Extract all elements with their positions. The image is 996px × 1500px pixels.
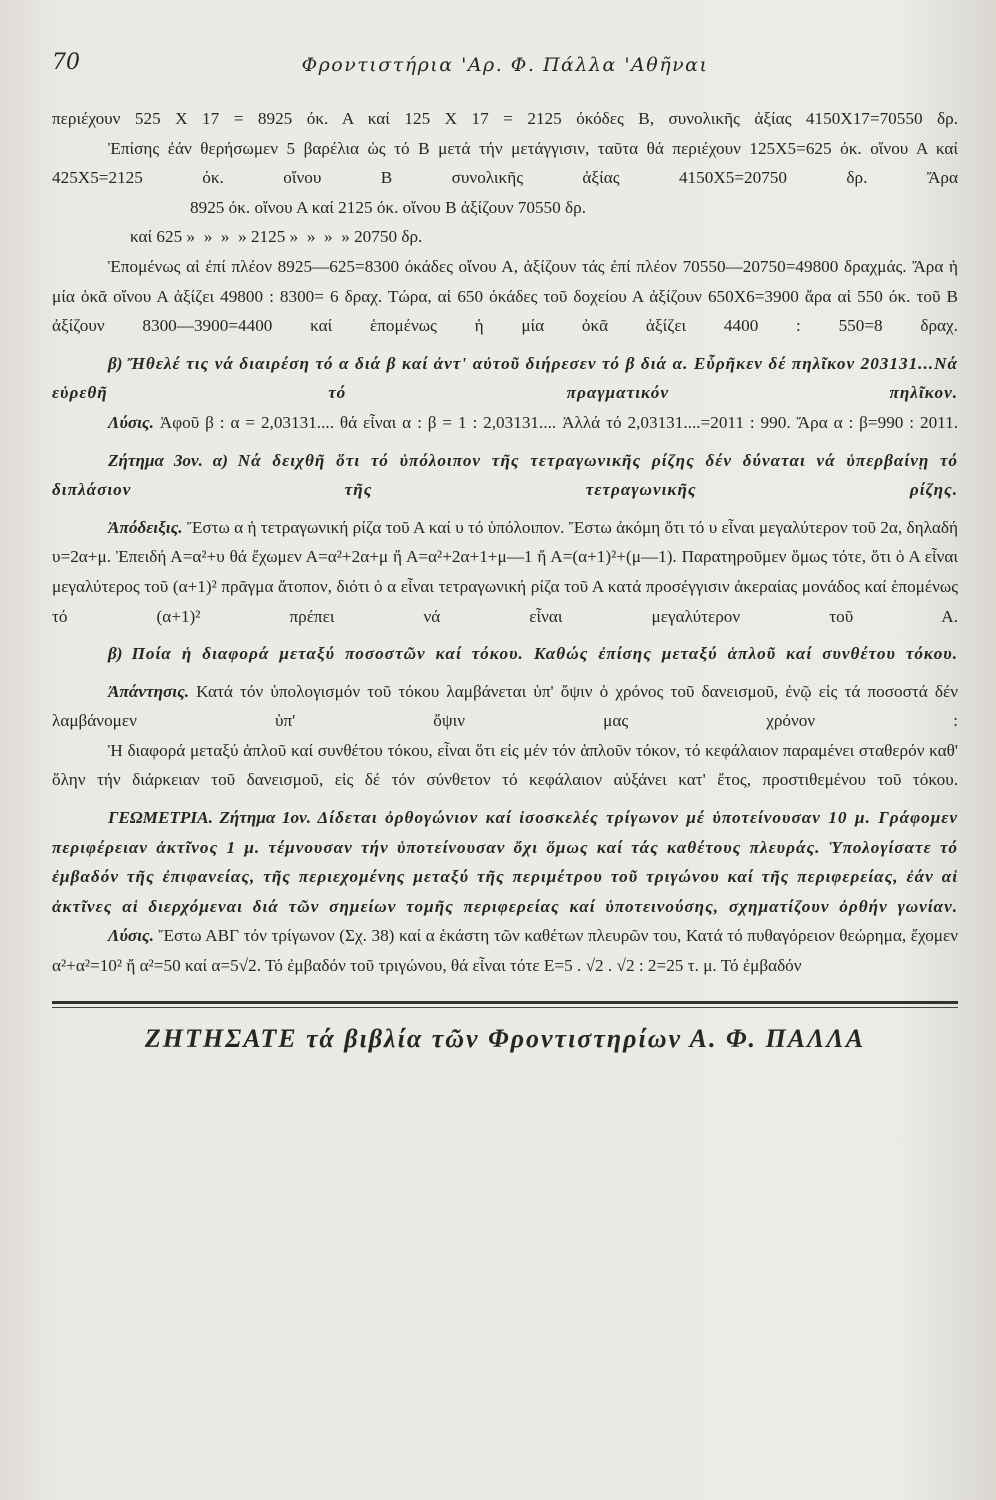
problem-label: β): [108, 644, 123, 664]
answer-label: Ἀπάντησις.: [108, 681, 190, 701]
problem-label: Ζήτημα 3ον. α): [108, 450, 228, 470]
problem-label: β): [108, 353, 123, 373]
problem-statement: [52, 349, 958, 408]
problem-text: Ποία ἡ διαφορά μεταξύ ποσοστῶν καί τόκου. Καθώς ἐπίσης μεταξύ ἁπλοῦ καί συνθέτου τόκου.: [131, 644, 958, 664]
answer: [52, 677, 958, 736]
problem-statement: [52, 639, 958, 669]
solution-label: Λύσις.: [108, 926, 154, 946]
problem-text: Ἤθελέ τις νά διαιρέση τό α διά β καί ἀντ' αὐτοῦ διήρεσεν τό β διά α. Εὗρῆκεν δέ πηλῖκον 203131...Νά εὑρεθῆ τό πραγματικόν πηλῖκον.: [52, 353, 958, 403]
problem-text: Δίδεται ὀρθογώνιον καί ἰσοσκελές τρίγωνον μέ ὑποτείνουσαν 10 μ. Γράφομεν περιφέρειαν ἀκτῖνος 1 μ. τέμνουσαν τήν ὑποτείνουσαν ὄχι ὅμως καί τάς καθέτους πλευράς. Ὑπολογίσατε τό ἐμβαδόν τῆς ἐπιφανείας, τῆς περιεχομένης μεταξύ τῆς περιμέτρου τοῦ τριγώνου καί τῆς περιφερείας, ἐάν αἱ ἀκτῖνες αἱ διερχόμεναι διά τῶν σημείων τομῆς περιφερείας καί ὑποτεινούσης, σχηματίζουν ὀρθήν γωνίαν.: [52, 808, 958, 916]
paragraph: περιέχουν 525 X 17 = 8925 όκ. Α καί 125 X 17 = 2125 όκόδες Β, συνολικῆς ἀξίας 4150X17=70550 δρ.: [52, 109, 958, 128]
calc-row: καί 625 » » » » 2125 » » » » 20750 δρ.: [130, 227, 423, 247]
proof-text: Ἔστω α ἡ τετραγωνική ρίζα τοῦ Α καί υ τό ὑπόλοιπον. Ἔστω ἀκόμη ὅτι τό υ εἶναι μεγαλύτερον τοῦ 2α, δηλαδή υ=2α+μ. Ἐπειδή Α=α²+υ θά ἔχωμεν Α=α²+2α+μ ἤ Α=α²+2α+1+μ—1 ἤ Α=(α+1)²+(μ—1). Παρατηροῦμεν ὅμως τότε, ὅτι ὁ Α εἶναι μεγαλύτερος τοῦ (α+1)² πρᾶγμα ἄτοπον, διότι ὁ α εἶναι τετραγωνική ρίζα τοῦ Α κατά προσέγγισιν ἀκεραίας μονάδος καί ἑπομένως τό (α+1)² πρέπει νά εἶναι μεγαλύτερον τοῦ Α.: [52, 517, 958, 626]
page-body: [52, 104, 958, 981]
paragraph: Ἑπομένως αἱ ἐπί πλέον 8925—625=8300 όκάδες οἴνου Α, ἀξίζουν τάς ἐπί πλέον 70550—20750=49800 δραχμάς. Ἄρα ἡ μία ὀκᾶ οἴνου Α ἀξίζει 49800 : 8300= 6 δραχ. Τώρα, αἱ 650 όκάδες τοῦ δοχείου Α ἀξίζουν 650X6=3900 ἄρα αἱ 550 όκ. τοῦ Β ἀξίζουν 8300—3900=4400 καί ἑπομένως ἡ μία ὀκᾶ ἀξίζει 4400 : 550=8 δραχ.: [52, 256, 958, 336]
proof-label: Ἀπόδειξις.: [108, 517, 183, 537]
page-number: 70: [52, 50, 80, 75]
paragraph: Ἡ διαφορά μεταξύ ἁπλοῦ καί συνθέτου τόκου, εἶναι ὅτι εἰς μέν τόν ἁπλοῦν τόκον, τό κεφάλαιον παραμένει σταθερόν καθ' ὅλην τήν διάρκειαν τοῦ δανεισμοῦ, εἰς δέ τόν σύνθετον τό κεφάλαιον αὐξάνει κατ' ἔτος, προστιθεμένου τοῦ τόκου.: [52, 740, 958, 790]
solution-label: Λύσις.: [108, 412, 154, 432]
calc-row: 8925 όκ. οἴνου Α καί 2125 όκ. οἴνου Β ἀξίζουν 70550 δρ.: [190, 197, 587, 217]
footer-advert: ΖΗΤΗΣΑΤΕ τά βιβλία τῶν Φροντιστηρίων Α. Φ. ΠΑΛΛΑ: [144, 1023, 866, 1053]
problem-statement: [52, 446, 958, 505]
footer-rule-thin: [52, 1007, 958, 1008]
problem-label: ΓΕΩΜΕΤΡΙΑ. Ζήτημα 1ον.: [108, 808, 312, 828]
solution-text: Ἀφοῦ β : α = 2,03131.... θά εἶναι α : β = 1 : 2,03131.... Ἀλλά τό 2,03131....=2011 : 990. Ἄρα α : β=990 : 2011.: [159, 412, 959, 432]
paragraph: Ἐπίσης ἐάν θερήσωμεν 5 βαρέλια ὡς τό Β μετά τήν μετάγγισιν, ταῦτα θά περιέχουν 125X5=625 όκ. οἴνου Α καί 425X5=2125 όκ. οἴνου Β συνολικῆς ἀξίας 4150X5=20750 δρ. Ἄρα: [52, 138, 958, 188]
proof: [52, 513, 958, 631]
solution-text: Ἔστω ΑΒΓ τόν τρίγωνον (Σχ. 38) καί α ἑκάστη τῶν καθέτων πλευρῶν του, Κατά τό πυθαγόρειον θεώρημα, ἔχομεν α²+α²=10² ἤ α²=50 καί α=5√2. Τό ἐμβαδόν τοῦ τριγώνου, θά εἶναι τότε Ε=5 . √2 . √2 : 2=25 τ. μ. Τό ἐμβαδόν: [52, 926, 958, 976]
solution: [52, 921, 958, 980]
problem-text: Νά δειχθῆ ὅτι τό ὑπόλοιπον τῆς τετραγωνικῆς ρίζης δέν δύναται νά ὑπερβαίνῃ τό διπλάσιον τῆς τετραγωνικῆς ρίζης.: [52, 450, 959, 500]
footer-rule: [52, 1001, 958, 1004]
problem-statement: [52, 803, 958, 921]
solution: [52, 408, 958, 438]
running-title: Φροντιστήρια 'Αρ. Φ. Πάλλα 'Αθῆναι: [301, 54, 709, 76]
page-header: [52, 50, 958, 84]
answer-text: Κατά τόν ὑπολογισμόν τοῦ τόκου λαμβάνεται ὑπ' ὄψιν ὁ χρόνος τοῦ δανεισμοῦ, ἐνῷ εἰς τά ποσοστά δέν λαμβάνομεν ὑπ' ὄψιν μας χρόνον :: [52, 681, 959, 731]
